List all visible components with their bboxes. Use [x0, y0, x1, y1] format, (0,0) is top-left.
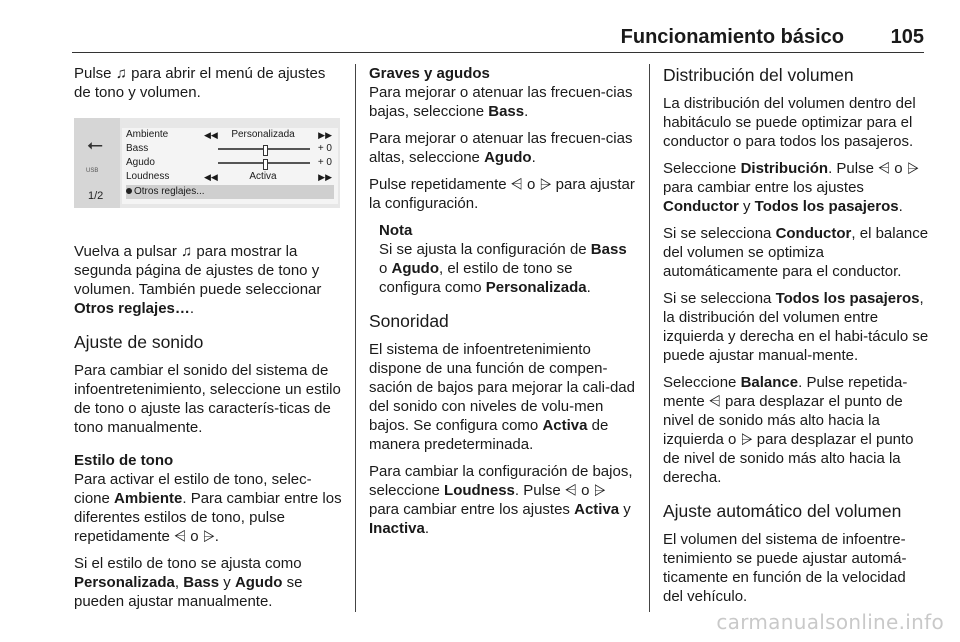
note-title: Nota — [379, 222, 413, 239]
menu-row-agudo[interactable]: Agudo + 0 — [126, 157, 332, 168]
arrow-right-icon[interactable]: ▶▶ — [318, 130, 332, 140]
heading-ajuste-automatico: Ajuste automático del volumen — [663, 501, 902, 521]
watermark: carmanualsonline.info — [716, 610, 944, 634]
paragraph-conductor: Si se selecciona Conductor, el balance del volumen se optimiza automáticamente para el conductor. — [663, 225, 929, 280]
note-text: Si se ajusta la configuración de Bass o Agudo, el estilo de tono se configura como Personalizada. — [379, 241, 627, 296]
paragraph-balance: Seleccione Balance. Pulse repetida-mente ⩤ para desplazar el punto de nivel de sonido más alto hacia la izquierda o ⩥ para desplazar el punto de nivel de sonido más alto hacia la derecha. — [663, 374, 914, 486]
music-icon: ♫ — [181, 243, 193, 260]
menu-row-bass[interactable]: Bass + 0 — [126, 143, 332, 154]
heading-sonoridad: Sonoridad — [369, 311, 449, 331]
column-divider-1 — [355, 64, 356, 612]
paragraph-seleccione-distribucion: Seleccione Distribución. Pulse ⩤ o ⩥ para cambiar entre los ajustes Conductor y Todos los pasajeros. — [663, 160, 919, 215]
heading-estilo-tono: Estilo de tono — [74, 452, 174, 469]
paragraph-sonoridad: El sistema de infoentretenimiento dispone de una función de compen-sación de bajos para mejorar la cali-dad del sonido con niveles de volu-men bajos. Se configura como Activa de manera predeterminada. — [369, 341, 635, 453]
paragraph-pulse: Pulse repetidamente ⩤ o ⩥ para ajustar la configuración. — [369, 176, 635, 212]
screen-menu — [122, 128, 338, 204]
arrow-left-icon[interactable]: ◀◀ — [204, 172, 218, 182]
arrow-left-icon: ⩤ — [510, 176, 523, 193]
arrow-left-icon: ⩤ — [878, 160, 891, 177]
heading-ajuste-sonido: Ajuste de sonido — [74, 332, 204, 352]
slider-knob[interactable] — [263, 145, 268, 156]
music-icon: ♫ — [115, 65, 127, 82]
paragraph-agudo: Para mejorar o atenuar las frecuen-cias altas, seleccione Agudo. — [369, 130, 633, 166]
arrow-right-icon: ⩥ — [906, 160, 919, 177]
column-divider-2 — [649, 64, 650, 612]
screen-page-indicator: 1/2 — [88, 190, 104, 202]
bass-slider[interactable] — [218, 148, 310, 150]
agudo-slider[interactable] — [218, 162, 310, 164]
paragraph-ajuste: Para cambiar el sonido del sistema de infoentretenimiento, seleccione un estilo de tono o ajuste las caracterís-ticas de tono manualmente. — [74, 362, 341, 436]
heading-graves-agudos: Graves y agudos — [369, 65, 490, 82]
arrow-right-icon: ⩥ — [202, 528, 215, 545]
screen-source-panel — [74, 118, 120, 208]
column-2 — [369, 64, 635, 546]
arrow-right-icon: ⩥ — [539, 176, 552, 193]
menu-row-loudness[interactable]: Loudness ◀◀ Activa ▶▶ — [126, 171, 332, 182]
bullet-icon — [126, 188, 132, 194]
arrow-left-icon: ⩤ — [564, 482, 577, 499]
paragraph-loudness: Para cambiar la configuración de bajos, seleccione Loudness. Pulse ⩤ o ⩥ para cambiar entre los ajustes Activa y Inactiva. — [369, 463, 633, 537]
arrow-left-icon: ⩤ — [708, 393, 721, 410]
slider-knob[interactable] — [263, 159, 268, 170]
page-title: Funcionamiento básico — [620, 26, 844, 48]
arrow-left-icon: ⩤ — [174, 528, 187, 545]
arrow-left-icon[interactable]: ◀◀ — [204, 130, 218, 140]
note-box — [369, 221, 635, 297]
menu-row-ambiente[interactable]: Ambiente ◀◀ Personalizada ▶▶ — [126, 129, 332, 140]
sound-settings-screen — [74, 118, 340, 208]
paragraph-distribucion: La distribución del volumen dentro del habitáculo se puede optimizar para el conductor o para todos los pasajeros. — [663, 95, 916, 150]
paragraph-estilo: Para activar el estilo de tono, selec-cione Ambiente. Para cambiar entre los diferentes estilos de tono, pulse repetidamente ⩤ o ⩥. — [74, 471, 342, 545]
paragraph-todos-pasajeros: Si se selecciona Todos los pasajeros, la distribución del volumen entre izquierda y derecha en el habi-táculo se puede ajustar manual-mente. — [663, 290, 929, 364]
heading-distribucion: Distribución del volumen — [663, 65, 854, 85]
column-1 — [74, 64, 342, 619]
paragraph-ajuste-automatico: El volumen del sistema de infoentre-tenimiento se puede ajustar automá-ticamente en función de la velocidad del vehículo. — [663, 531, 907, 605]
paragraph-second-page: Vuelva a pulsar ♫ para mostrar la segunda página de ajustes de tono y volumen. También puede seleccionar Otros reglajes…. — [74, 243, 322, 317]
page-header — [72, 26, 924, 53]
arrow-right-icon: ⩥ — [740, 431, 753, 448]
intro-paragraph: Pulse ♫ para abrir el menú de ajustes de tono y volumen. — [74, 65, 326, 101]
usb-label: USB — [86, 168, 99, 174]
arrow-right-icon: ⩥ — [593, 482, 606, 499]
paragraph-personalizada: Si el estilo de tono se ajusta como Personalizada, Bass y Agudo se pueden ajustar manualmente. — [74, 555, 303, 610]
paragraph-bass: Para mejorar o atenuar las frecuen-cias bajas, seleccione Bass. — [369, 84, 633, 120]
column-3 — [663, 64, 929, 614]
page-number: 105 — [890, 26, 924, 48]
usb-icon: ⭠ — [87, 134, 103, 156]
menu-row-otros[interactable]: Otros reglajes... — [126, 185, 334, 199]
arrow-right-icon[interactable]: ▶▶ — [318, 172, 332, 182]
